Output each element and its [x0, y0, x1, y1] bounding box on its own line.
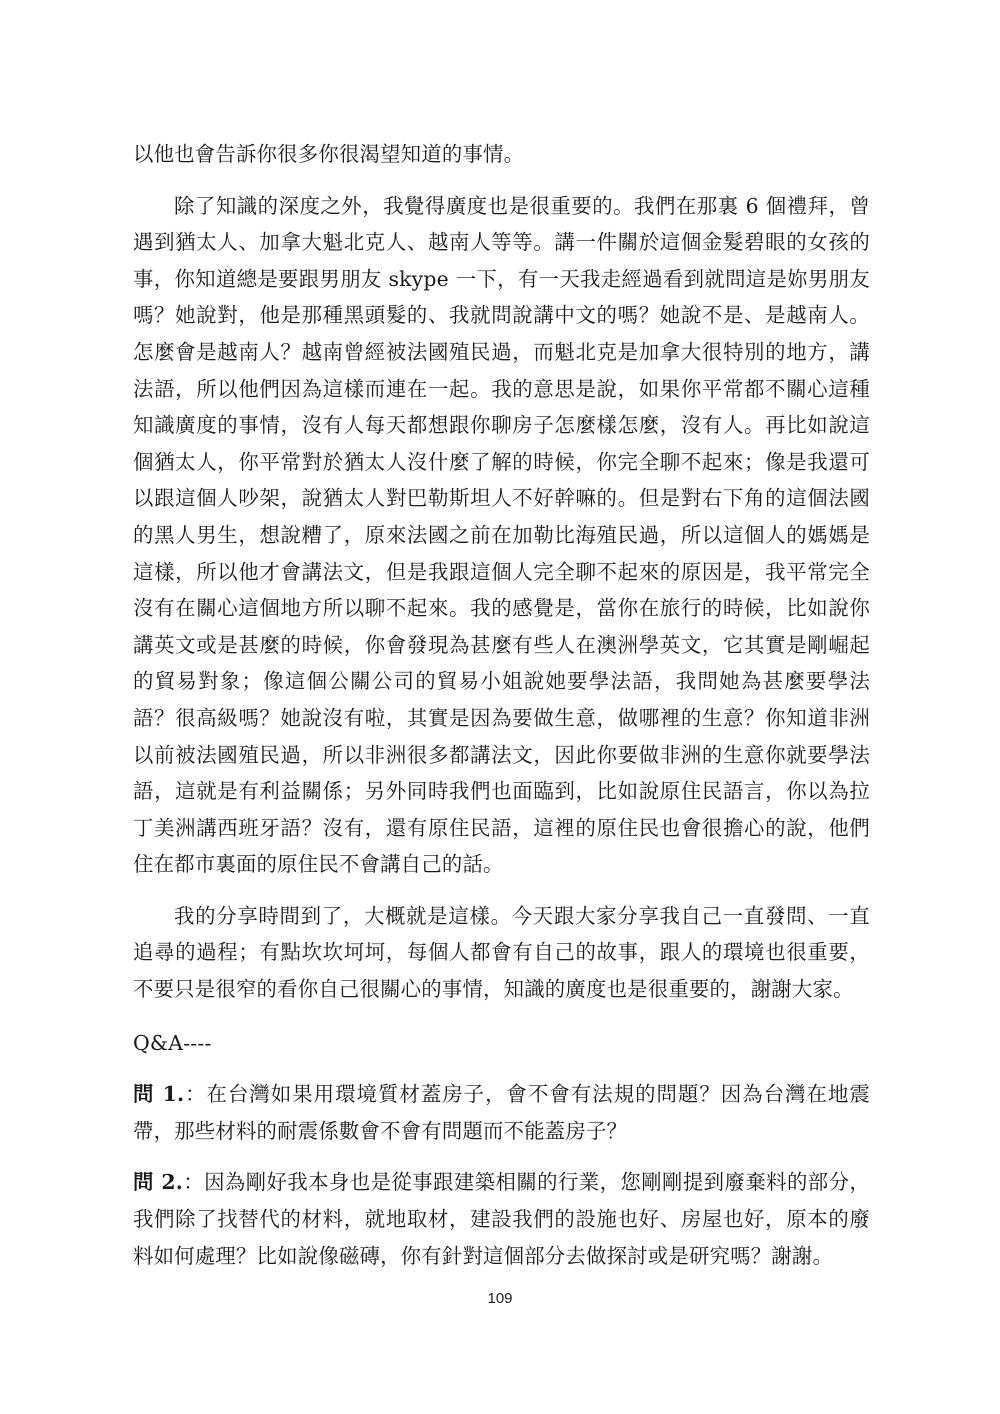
question-2-text: ：因為剛好我本身也是從事跟建築相關的行業，您剛剛提到廢棄料的部分，我們除了找替代的材料，就地取材，建設我們的設施也好、房屋也好，原本的廢料如何處理？比如說像磁磚，你有針對這個部分去做探討或是研究嗎？謝謝。 [133, 1170, 870, 1268]
page-number: 109 [487, 1290, 513, 1307]
paragraph-knowledge-breadth: 除了知識的深度之外，我覺得廣度也是很重要的。我們在那裏 6 個禮拜，曾遇到猶太人、加拿大魁北克人、越南人等等。講一件關於這個金髮碧眼的女孩的事，你知道總是要跟男朋友 skype 一下，有一天我走經過看到就問這是妳男朋友嗎？她說對，他是那種黑頭髮的、我就問說講中文的嗎？她說不是、是越南人。怎麼會是越南人？越南曾經被法國殖民過，而魁北克是加拿大很特別的地方，講法語，所以他們因為這樣而連在一起。我的意思是說，如果你平常都不關心這種知識廣度的事情，沒有人每天都想跟你聊房子怎麼樣怎麼，沒有人。再比如說這個猶太人，你平常對於猶太人沒什麼了解的時候，你完全聊不起來；像是我還可以跟這個人吵架，說猶太人對巴勒斯坦人不好幹嘛的。但是對右下角的這個法國的黑人男生，想說糟了，原來法國之前在加勒比海殖民過，所以這個人的媽媽是這樣，所以他才會講法文，但是我跟這個人完全聊不起來的原因是，我平常完全沒有在關心這個地方所以聊不起來。我的感覺是，當你在旅行的時候，比如說你講英文或是甚麼的時候，你會發現為甚麼有些人在澳洲學英文，它其實是剛崛起的貿易對象；像這個公關公司的貿易小姐說她要學法語，我問她為甚麼要學法語？很高級嗎？她說沒有啦，其實是因為要做生意，做哪裡的生意？你知道非洲以前被法國殖民過，所以非洲很多都講法文，因此你要做非洲的生意你就要學法語，這就是有利益關係；另外同時我們也面臨到，比如說原住民語言，你以為拉丁美洲講西班牙語？沒有，還有原住民語，這裡的原住民也會很擔心的說，他們住在都市裏面的原住民不會講自己的話。 [133, 193, 870, 877]
qa-question-1 [133, 1076, 870, 1149]
paragraph-continuation: 以他也會告訴你很多你很渴望知道的事情。 [133, 142, 525, 166]
paragraph-closing-remarks: 我的分享時間到了，大概就是這樣。今天跟大家分享我自己一直發問、一直追尋的過程；有點坎坎坷坷，每個人都會有自己的故事，跟人的環境也很重要，不要只是很窄的看你自己很關心的事情，知識的廣度也是很重要的，謝謝大家。 [133, 903, 870, 1002]
question-1-label: 問 1. [133, 1082, 185, 1107]
qa-question-2 [133, 1164, 870, 1274]
document-body [133, 136, 870, 1274]
qa-heading: Q&A---- [133, 1030, 212, 1055]
question-1-text: ：在台灣如果用環境質材蓋房子，會不會有法規的問題？因為台灣在地震帶，那些材料的耐震係數會不會有問題而不能蓋房子？ [133, 1082, 871, 1143]
question-2-label: 問 2. [133, 1170, 184, 1195]
